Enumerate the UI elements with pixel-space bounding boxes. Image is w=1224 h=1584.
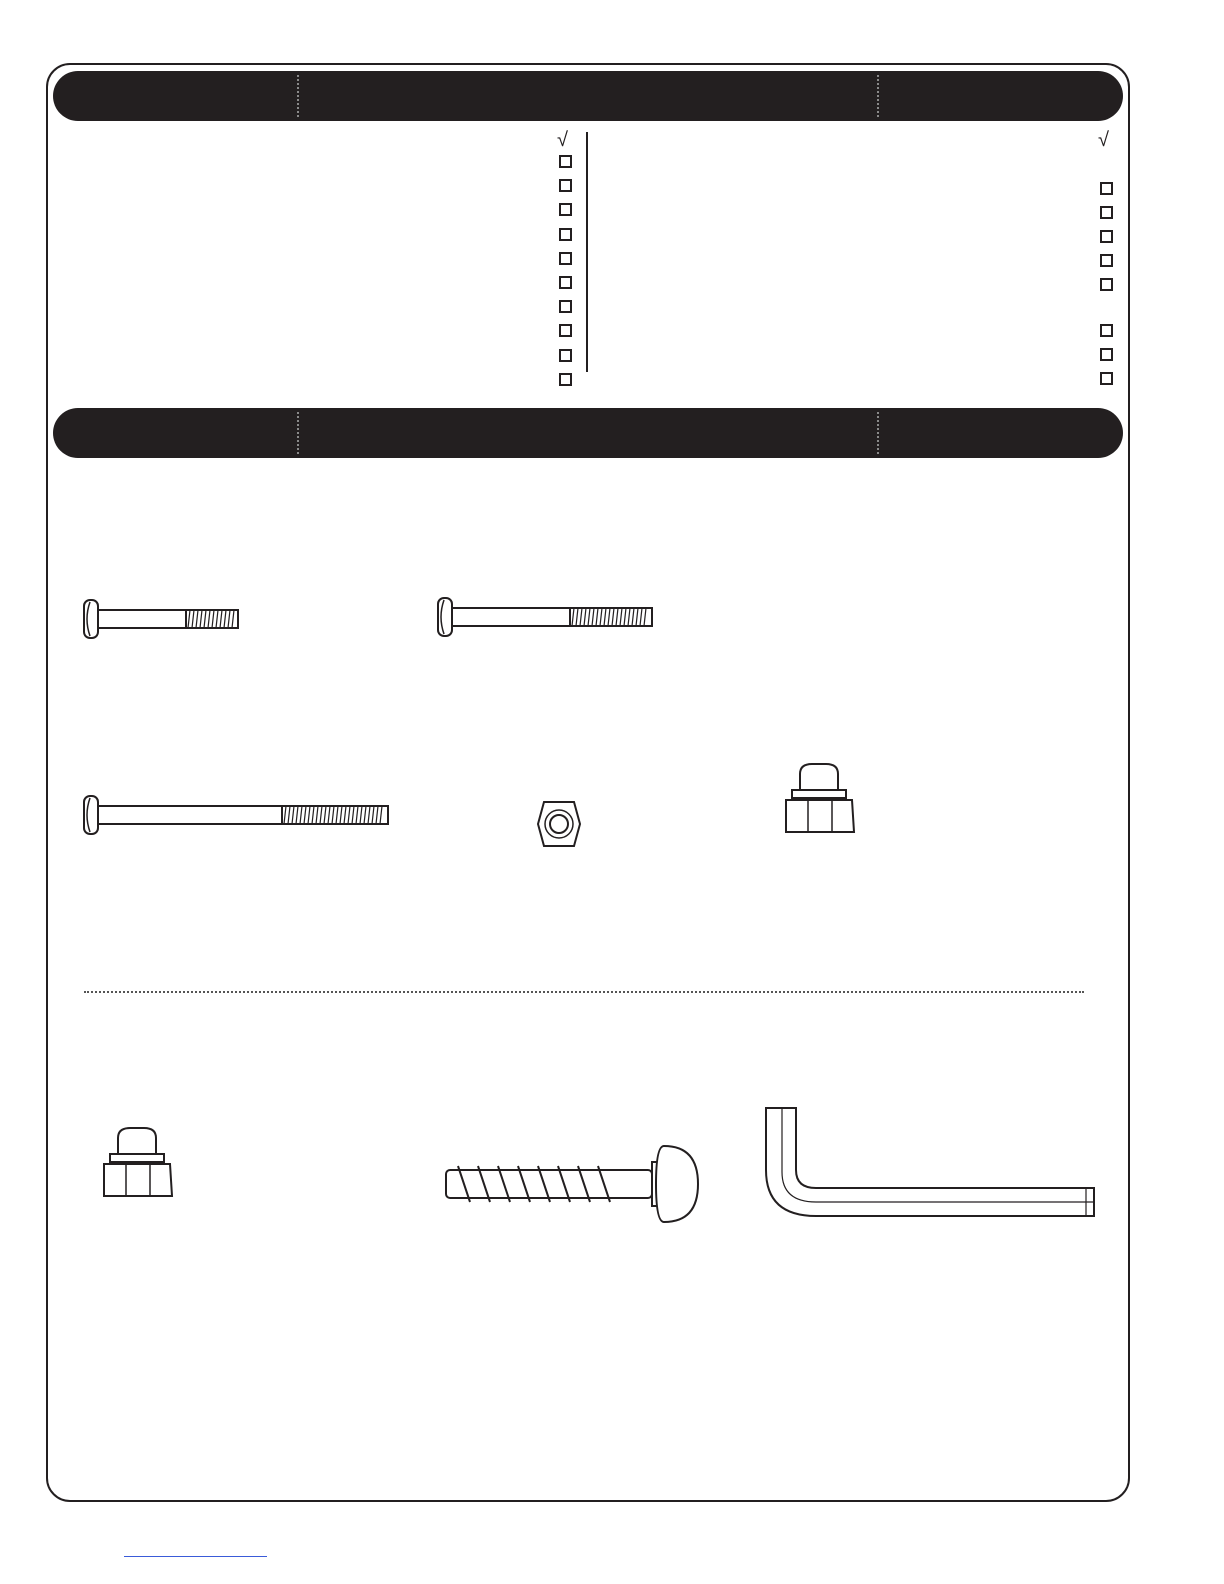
section-separator [84,991,1084,993]
bar-divider [297,412,299,454]
checkbox[interactable] [559,203,572,216]
page-frame [46,63,1130,1502]
checkbox[interactable] [1100,278,1113,291]
medium-bolt-icon [434,594,659,642]
checkbox[interactable] [559,276,572,289]
bar-divider [877,412,879,454]
long-bolt-icon [80,792,395,840]
checkbox[interactable] [559,228,572,241]
checkbox[interactable] [559,349,572,362]
parts-header-bar [53,71,1123,121]
short-bolt-icon [80,596,245,644]
lag-screw-icon [440,1140,702,1228]
hex-nut-icon [536,794,582,854]
checkbox[interactable] [1100,348,1113,361]
checkbox[interactable] [559,155,572,168]
checkbox[interactable] [559,300,572,313]
footer-link-underline[interactable] [124,1556,267,1557]
bar-divider [297,75,299,117]
bar-divider [877,75,879,117]
checkbox[interactable] [1100,230,1113,243]
cap-nut-icon [780,760,860,842]
checkbox[interactable] [559,373,572,386]
checkbox[interactable] [559,179,572,192]
checkbox[interactable] [1100,372,1113,385]
allen-wrench-icon [760,1100,1100,1226]
checkbox[interactable] [1100,206,1113,219]
checkbox[interactable] [559,252,572,265]
checkbox[interactable] [1100,254,1113,267]
checkmark-icon: √ [557,129,568,151]
hardware-header-bar [53,408,1123,458]
column-divider [586,132,588,372]
checkbox[interactable] [559,324,572,337]
checkbox[interactable] [1100,182,1113,195]
checkbox[interactable] [1100,324,1113,337]
checkmark-icon: √ [1098,129,1109,151]
cap-nut-2-icon [98,1124,178,1206]
